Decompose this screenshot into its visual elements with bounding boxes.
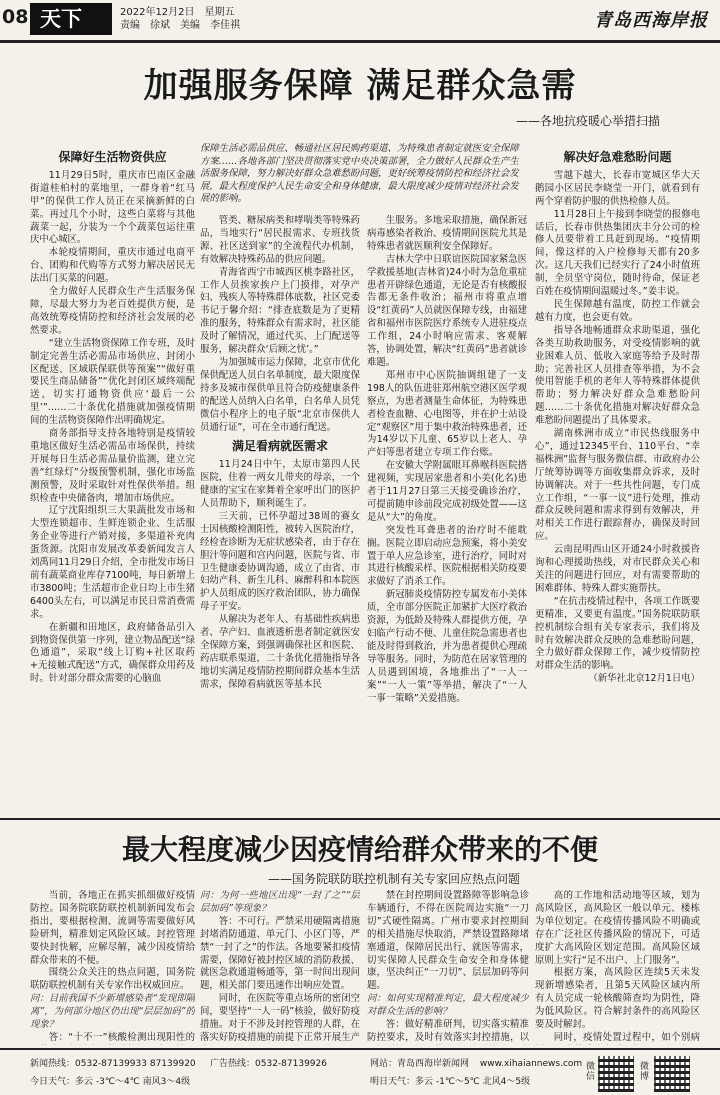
website-name: 青岛西海岸新闻网 <box>397 1059 470 1069</box>
story1-column-4 <box>535 145 700 815</box>
paragraph: 根据方案，高风险区连续5天未发现新增感染者，且第5天风险区域内所有人员完成一轮核酸筛查均为阴性，降为低风险区。符合解封条件的高风险区要及时解封。 <box>535 967 700 1031</box>
paragraph: 民生保障越有温度，防控工作就会越有力度，也会更有效。 <box>535 298 700 323</box>
paragraph: 管类、糖尿病类和哮喘类等特殊药品，当地实行“居民报需求、专班找货源、社区送到家”的全流程代办机制，有效解决特殊药品的供应问题。 <box>200 215 360 265</box>
paragraph: 青海省西宁市城西区桃李路社区，工作人员挨家挨户上门摸排，对孕产妇、残疾人等特殊群体底数，社区党委书记于馨介绍：“排查底数是为了更精准的服务，特殊群众有需求时，社区能及时了解情况，通过代买、上门配送等服务，解决群众‘后顾之忧’。” <box>200 266 360 356</box>
dateline-source: （新华社北京12月1日电） <box>588 673 700 685</box>
news-hotline-number: 0532-87139933 87139920 <box>75 1059 196 1069</box>
headline-1: 加强服务保障 满足群众急需 <box>143 66 577 106</box>
editor-role-2: 美编 <box>180 20 200 31</box>
headline-2: 最大程度减少因疫情给群众带来的不便 <box>121 833 598 866</box>
paragraph: 商务部指导支持各地特别是疫情较重地区做好生活必需品市场保供，持续开展每日生活必需品量价监测，建立完善“红绿灯”分级预警机制，强化市场监测预警，及时采取针对性保供举措。组织检查中央储备肉，增加市场供应。 <box>30 428 195 504</box>
story2-column-3 <box>367 890 529 1045</box>
paragraph: 吉林大学中日联谊医院国家紧急医学救援基地(吉林省)24小时为急危重症患者开辟绿色通道，无论是否有核酸报告都无条件收治；福州市将重点增设“红黄码”人员就医保障专线，由福建省和福州市医院医疗系统专人进驻疫点工作组，24小时响应需求、客观解答，协调处置，解决“红黄码”患者就诊难题。 <box>367 253 527 368</box>
paragraph: 云南昆明西山区开通24小时救援咨询和心理援助热线，对市民群众关心和关注的问题进行回应，对有需要帮助的困难群体、特殊人群实施帮扶。 <box>535 544 700 594</box>
page-header <box>0 0 720 40</box>
ad-hotline <box>210 1056 327 1069</box>
issue-date: 2022年12月2日 <box>120 7 195 18</box>
paragraph: 高的工作地和活动地等区域，划为高风险区，高风险区一般以单元、楼栋为单位划定。在疫情传播风险不明确或存在广泛社区传播风险的情况下，可适度扩大高风险区划定范围。高风险区域原则上实行“足不出户、上门服务”。 <box>535 890 700 966</box>
paragraph: 突发性耳聋患者的治疗时不能耽搁。医院立即启动应急预案，将小美安置于单人应急诊室，进行治疗，同时对其进行核酸采样、医院根据相关防疫要求做好了消杀工作。 <box>367 524 527 588</box>
paragraph: 新冠肺炎疫情防控专属发布小美体质，全市部分医院正加紧扩大医疗救治资源，为低龄及特殊人群提供方便，孕妇临产行动不便、儿童住院急需患者也能及时得到救治，并为患者提供心理疏导等服务。同时，为防范在居家管理的人员遇到困境，各地推出了“一人一案”“一人一策”等举措，解决了“一人一事一策略”关爱措施。 <box>367 589 527 704</box>
paragraph: 湖南株洲市成立“市民热线服务中心”，通过12345平台、110平台、“幸福株洲”监督与服务微信群、市政府办公厅统筹协调等方面收集群众诉求，及时协调解决。对于一些共性问题，专门成立工作组，“一事一议”进行处理，推动群众反映问题和需求得到有效解决，并对相关工作进行跟踪督办，确保及时回应。 <box>535 428 700 543</box>
website <box>370 1056 582 1069</box>
paragraph: 全力做好人民群众生产生活服务保障，尽最大努力为老百姓提供方便，是高效统筹疫情防控和经济社会发展的必然要求。 <box>30 286 195 336</box>
story1-column-2 <box>200 215 360 815</box>
news-hotline <box>30 1056 196 1069</box>
paragraph: 为加强城市运力保障，北京市优化保供配送人员白名单制度，最大限度保持多及城市保供单且符合防疫健康条件的配送人员纳入白名单，白名单人员凭微信小程序上的电子版“北京市保供人员通行证”，可在全市通行配送。 <box>200 356 360 433</box>
story1-column-1 <box>30 145 195 815</box>
editor-role-1: 责编 <box>120 20 140 31</box>
news-hotline-label: 新闻热线： <box>30 1059 76 1069</box>
paragraph: 答：不可行。严禁采用硬隔离措施封堵消防通道、单元门、小区门等，严禁“一封了之”的作法。各地要紧扣疫情需要，保障好被封控区域的消防救援、就医急救通道畅通等，第一时间出现问题，相关部门要迅速作出响应处置。 <box>200 915 360 992</box>
website-label: 网站： <box>370 1059 398 1069</box>
header-rule <box>0 40 720 43</box>
issue-weekday: 星期五 <box>204 7 235 18</box>
paragraph: 围绕公众关注的热点问题，国务院联防联控机制有关专家作出权威回应。 <box>30 967 195 992</box>
paragraph: 三天前，已怀孕超过38周的赛女士因核酸检测阳性，被转入医院治疗，经检查诊断为无症状感染者，由于存在胆汁等问题和宫内问题，医院与省、市卫生健康委协调沟通，成立了由省、市妇幼产科、新生儿科、麻醉科和本院医护人员组成的医疗救治团队，协力确保母子平安。 <box>200 510 360 613</box>
paragraph: 在新疆和田地区，政府储备品引入到物资保供第一序列，建立物品配送“绿色通道”，采取“线上订购+社区取药+无接触式配送”方式，确保群众用药及时。针对部分群众需要的心脑血 <box>30 621 195 685</box>
subhead-1: ——各地抗疫暖心举措扫描 <box>515 114 660 128</box>
paragraph: 11月29日5时，重庆市巴南区金融街道桂柏村的菜地里，一群身着“红马甲”的保供工作人员正在采摘新鲜的白菜。再过几个小时，这些白菜将与其他蔬菜一起，分装为一个个蔬菜包运往重庆中心城区。 <box>30 169 195 246</box>
editor-name-1: 徐斌 <box>150 20 170 31</box>
section-head-supply: 保障好生活物资供应 <box>58 150 167 164</box>
paragraph: 指导各地畅通群众求助渠道，强化各类互助救助服务，对受疫情影响的就业困难人员、低收入家庭等给予及时帮助；完善社区人员排查等举措，为不会使用智能手机的老年人等特殊群体提供帮助；努力解决好群众急难愁盼问题……二十条优化措施对解决好群众急难愁盼问题提出了具体要求。 <box>535 324 700 427</box>
page-footer <box>0 1050 720 1095</box>
wechat-label: 微信 <box>586 1062 596 1082</box>
wechat-qr-code[interactable] <box>598 1056 634 1092</box>
weibo-label: 微博 <box>640 1062 650 1082</box>
question: 问：目前我国不少新增感染者“发现即隔离”，为何部分地区仍出现“层层加码”的现象？ <box>30 993 195 1031</box>
editor-name-2: 李佳祺 <box>210 20 240 31</box>
paragraph: 同时，疫情处置过程中，如个别病 <box>553 1031 700 1043</box>
section-head-medical: 满足看病就医需求 <box>231 439 328 454</box>
paragraph: 禁在封控期间设置路障等影响急诊车辆通行，不得在医院周边实施“一刀切”式硬性隔离。广州市要求封控期间的相关措施尽快取消，严禁设置路障堵塞通道，保障居民出行、就医等需求，切实保障人民群众生命安全和身体健康，坚决纠正“一刀切”、层层加码等问题。 <box>367 890 529 992</box>
page-number: 08 <box>2 6 29 28</box>
question: 问：如何实现精准判定，最大程度减少对群众生活的影响？ <box>367 993 529 1018</box>
paragraph: 答：“十不一”核酸检测出现阳性的 <box>48 1031 195 1043</box>
paragraph: 答：做好精准研判，切实落实精准防控要求，及时有效落实封控措施，以 <box>367 1019 529 1043</box>
story2-column-2 <box>200 890 360 1045</box>
story2-column-1 <box>30 890 195 1045</box>
paragraph: 在安徽大学附属眼耳鼻喉科医院搭建视频，实现居家患者和小美(化名)患者于11月27日第三天接受确诊治疗，可提前随申诊前段完成初级处置——这是从“大”的角度。 <box>367 460 527 523</box>
paragraph: 郑州市中心医院抽调组建了一支198人的队伍进驻郑州航空港区医学观察点，为患者测量生命体征，为特殊患者检查血糖、心电图等，并在护士站设定“观察区”用于集中救治特殊患者，还为14岁以下儿童、65岁以上老人、孕产妇等患者建立专项工作台账。 <box>367 369 527 459</box>
ad-hotline-label: 广告热线： <box>210 1059 256 1069</box>
website-url[interactable]: www.xihaiannews.com <box>479 1059 583 1069</box>
paragraph: 当前，各地正在抓实抓细做好疫情防控。国务院联防联控机制新闻发布会指出，要根据检测、流调等需要做好风险研判，精准划定风险区域。封控管理要快封快解，应解尽解，减少因疫情给群众带来的不便。 <box>30 890 195 966</box>
story-divider <box>0 818 720 820</box>
story1-column-3 <box>367 215 527 815</box>
paragraph: 雪越下越大，长春市宽城区华大天鹅园小区居民李晓莹一开门，就看到有两个穿着防护服的供热检修人员。 <box>535 169 700 207</box>
masthead-logo: 青岛西海岸报 <box>594 10 708 31</box>
paragraph: 辽宁沈阳组织三大果蔬批发市场和大型连锁超市、生鲜连锁企业、生活服务企业等进行产销对接，多渠道补充肉蛋货源。沈阳市发展改革委新闻发言人刘禹同11月29日介绍，全市批发市场日前有蔬菜商业库存7100吨，每日新增上市3800吨；生活超市企业日均上市生猪6400头左右，可以满足市民日常消费需求。 <box>30 505 195 620</box>
paragraph: 从解决为老年人、有基础性疾病患者、孕产妇、血液透析患者制定就医安全保障方案，到强调确保社区和医院、药店联系渠道，二十条优化措施指导各地切实满足疫情防控期间群众基本生活需求，保障看病就医等基本民 <box>200 614 360 690</box>
paragraph: 11月28日上午接到李晓莹的报修电话后，长春市供热集团庆丰分公司的检修人员要带着工具赶到现场。“疫情期间，像这样的入户检修每天都有20多次。这几天我们已经实行了24小时值班制，全员坚守岗位，随时待命，保证老百姓在疫情期间温暖过冬。”姜丰说。 <box>535 208 700 298</box>
paragraph: “建立生活物资保障工作专班，及时制定完善生活必需品市场供应、封闭小区配送、区域联保联供等预案”“做好重要民生商品储备”“优化封闭区域终端配送，切实打通物资供应‘最后一公里’”……二十条优化措施就加强疫情期间的生活物资保障作出明确规定。 <box>30 337 195 427</box>
issue-info <box>120 6 250 32</box>
weather-today: 今日天气：多云 -3℃～4℃ 南风3～4级 <box>30 1077 191 1087</box>
paragraph: 生服务。多地采取措施，确保新冠病毒感染者救治、疫情期间医院尤其是特殊患者就医顺利安全保障好。 <box>367 215 527 252</box>
section-head-urgent: 解决好急难愁盼问题 <box>563 150 672 164</box>
weather-tomorrow: 明日天气：多云 -1℃～5℃ 北风4～5级 <box>370 1077 531 1087</box>
subhead-2: ——国务院联防联控机制有关专家回应热点问题 <box>267 872 520 886</box>
paragraph: 同时，在医院等重点场所的密闭空间，要坚持“一人一码”核验，做好防疫措施。对于不涉及封控管理的人群，在落实好防疫措施的前提下正常开展生产 <box>200 993 360 1043</box>
section-title: 天下 <box>30 3 112 35</box>
paragraph: “在抗击疫情过程中，各项工作既要更精准，又要更有温度。”国务院联防联控机制综合组有关专家表示，我们将及时有效解决群众反映的急难愁盼问题，全力做好群众保障工作，减少疫情防控对群众生活的影响。 <box>535 595 700 672</box>
question: 问：为何一些地区出现“一封了之”“层层加码”等现象？ <box>200 890 360 914</box>
ad-hotline-number: 0532-87139926 <box>255 1059 327 1069</box>
story2-column-4 <box>535 890 700 1045</box>
paragraph: 本轮疫情期间，重庆市通过电商平台、团购和代购等方式努力解决居民无法出门买菜的问题。 <box>30 247 195 285</box>
weibo-qr-code[interactable] <box>654 1056 690 1092</box>
paragraph: 11月24日中午，太原市第四人民医院，住着一两女儿带夹的母亲，一个健康的宝宝在家舞着全家呼出门的医护人员帮助下，顺利诞生了。 <box>200 459 360 510</box>
story1-lead: 保障生活必需品供应、畅通社区居民购药渠道、为特殊患者制定就医安全保障方案……各地各部门坚决贯彻落实党中央决策部署，全力做好人民群众生产生活服务保障，努力解决好群众急难愁盼问题，更好统筹疫情防控和经济社会发展，最大程度保护人民生命安全和身体健康，最大限度减少疫情对经济社会发展的影响。 <box>200 143 519 204</box>
